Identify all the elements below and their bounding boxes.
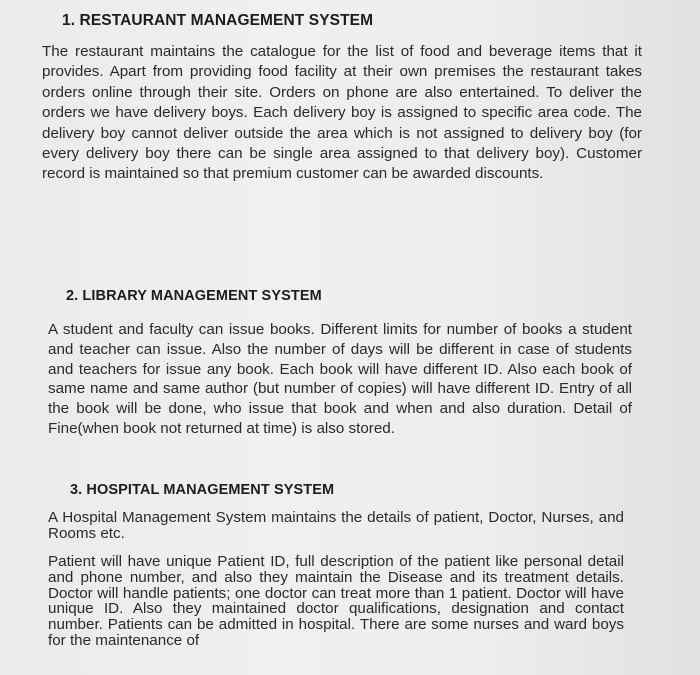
section-paragraph: A Hospital Management System maintains the details of patient, Doctor, Nurses, and Rooms etc. — [48, 509, 624, 542]
section-heading: 2. LIBRARY MANAGEMENT SYSTEM — [66, 288, 322, 304]
section-paragraph: The restaurant maintains the catalogue for the list of food and beverage items that it provides. Apart from providing food facility at their own premises the restaurant takes orders online through their site. Orders on phone are also entertained. To deliver the orders we have delivery boys. Each delivery boy is assigned to specific area code. The delivery boy cannot deliver outside the area which is not assigned to delivery boy (for every delivery boy there can be single area assigned to that delivery boy). Customer record is maintained so that premium customer can be awarded discounts. — [42, 43, 642, 183]
section-paragraph: A student and faculty can issue books. Different limits for number of books a student and teacher can issue. Also the number of days will be different in case of students and teachers for issue any book. Each book will have different ID. Also each book of same name and same author (but number of copies) will have different ID. Entry of all the book will be done, who issue that book and when and also duration. Detail of Fine(when book not returned at time) is also stored. — [48, 321, 632, 437]
section-heading: 3. HOSPITAL MANAGEMENT SYSTEM — [70, 482, 335, 498]
section-paragraph: Patient will have unique Patient ID, full description of the patient like personal detail and phone number, and also they maintain the Disease and its treatment details. Doctor will handle patients; one doctor can treat more than 1 patient. Doctor will have unique ID. Also they maintained doctor qualifications, designation and contact number. Patients can be admitted in hospital. There are some nurses and ward boys for the maintenance of — [48, 553, 624, 649]
section-heading: 1. RESTAURANT MANAGEMENT SYSTEM — [62, 12, 374, 29]
